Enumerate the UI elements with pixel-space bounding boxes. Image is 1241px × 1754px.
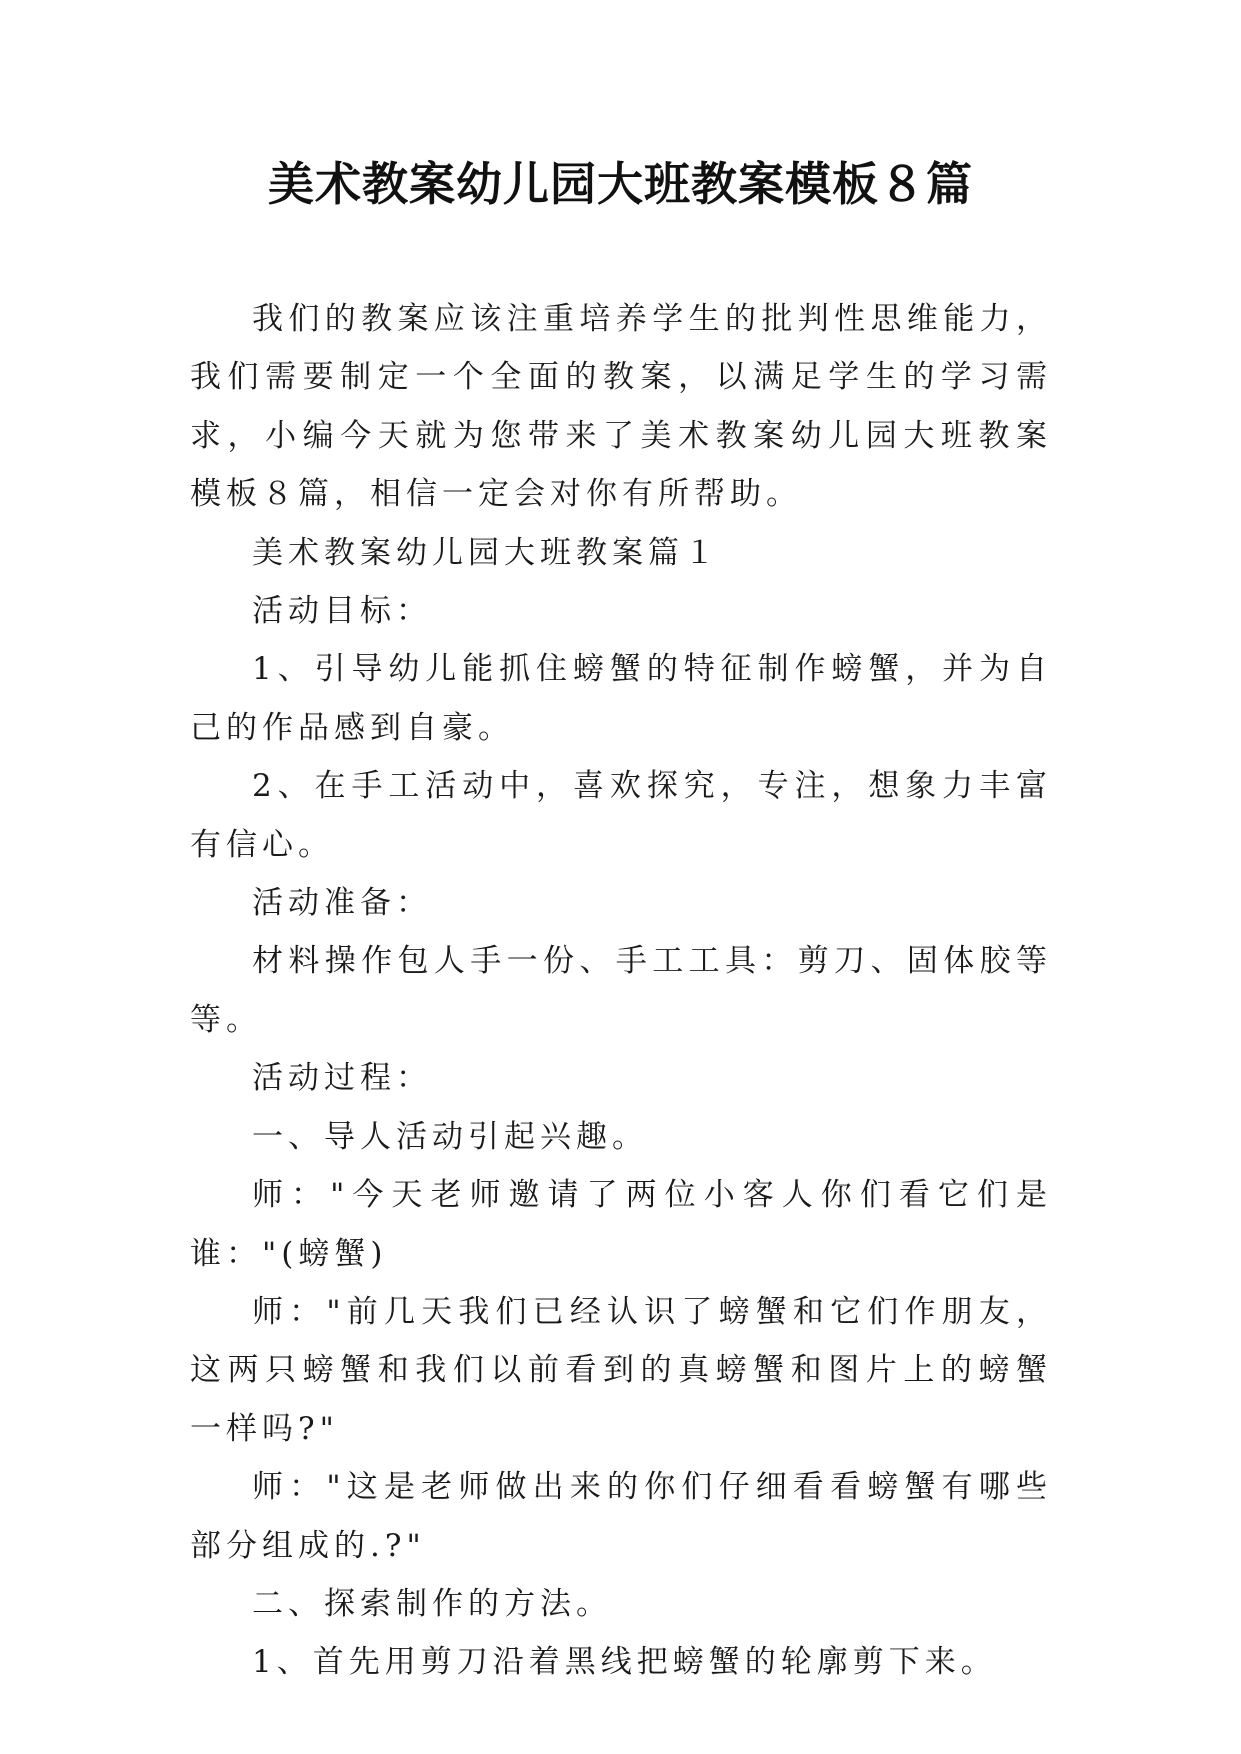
document-title: 美术教案幼儿园大班教案模板８篇 bbox=[268, 157, 973, 211]
preparation-text: 材料操作包人手一份、手工工具：剪刀、固体胶等等。 bbox=[190, 943, 1052, 1038]
goal-item-1: 1、引导幼儿能抓住螃蟹的特征制作螃蟹，并为自己的作品感到自豪。 bbox=[190, 651, 1052, 746]
intro-paragraph: 我们的教案应该注重培养学生的批判性思维能力，我们需要制定一个全面的教案，以满足学生的学习需求，小编今天就为您带来了美术教案幼儿园大班教案模板８篇，相信一定会对你有所帮助。 bbox=[190, 301, 1052, 513]
dialogue-paragraph: 师："今天老师邀请了两位小客人你们看它们是谁："(螃蟹) bbox=[190, 1177, 1052, 1272]
dialogue-paragraph: 师："前几天我们已经认识了螃蟹和它们作朋友，这两只螃蟹和我们以前看到的真螃蟹和图片上的螃蟹一样吗?" bbox=[190, 1293, 1052, 1447]
method-step-1: 1、首先用剪刀沿着黑线把螃蟹的轮廓剪下来。 bbox=[252, 1644, 997, 1681]
activity-preparation-heading: 活动准备： bbox=[252, 885, 432, 922]
activity-process-heading: 活动过程： bbox=[252, 1060, 432, 1097]
process-step-2-heading: 二、探索制作的方法。 bbox=[252, 1585, 612, 1622]
activity-goals-heading: 活动目标： bbox=[252, 593, 432, 630]
section-heading: 美术教案幼儿园大班教案篇１ bbox=[252, 534, 720, 571]
process-step-1-heading: 一、导人活动引起兴趣。 bbox=[252, 1118, 648, 1155]
goal-item-2: 2、在手工活动中，喜欢探究，专注，想象力丰富有信心。 bbox=[190, 768, 1052, 863]
document-body bbox=[190, 290, 1052, 1692]
dialogue-paragraph: 师："这是老师做出来的你们仔细看看螃蟹有哪些部分组成的.?" bbox=[190, 1469, 1052, 1564]
